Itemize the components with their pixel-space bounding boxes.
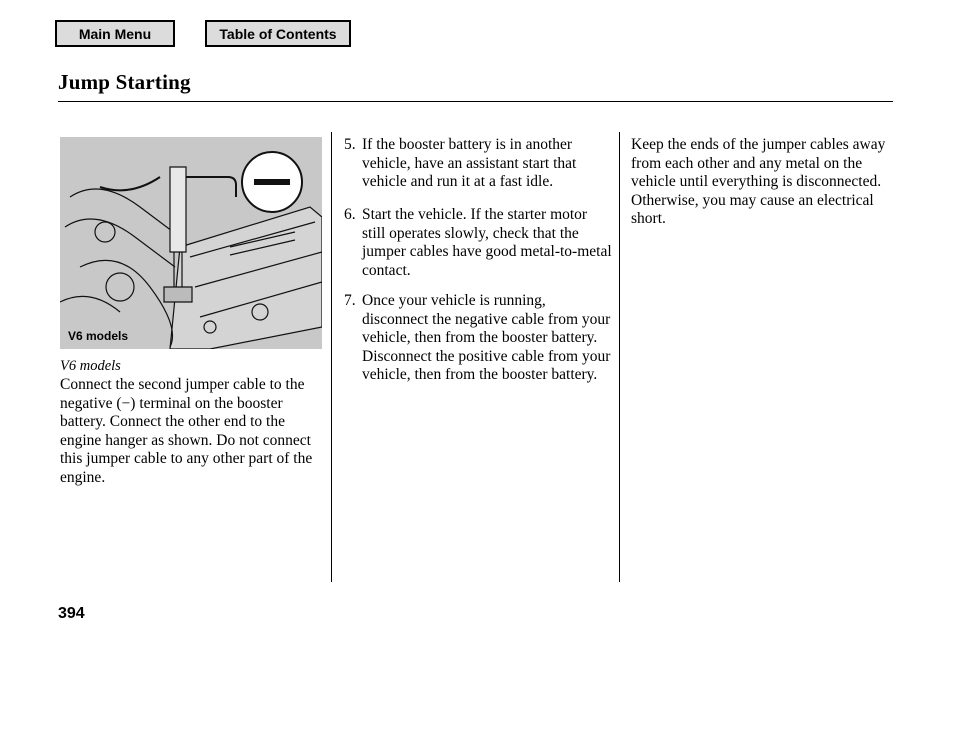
engine-illustration [60,137,322,349]
main-menu-button[interactable]: Main Menu [55,20,175,47]
warning-paragraph: Keep the ends of the jumper cables away from each other and any metal on the vehicle until everything is disconnected. Otherwise, you may cause an electrical short. [631,136,886,227]
page-number: 394 [58,605,85,622]
column-divider [331,132,332,582]
step-number: 5. [344,136,356,153]
figure-caption: V6 models [60,358,121,374]
step-text: Start the vehicle. If the starter motor still operates slowly, check that the jumper cables have good metal-to-metal contact. [362,206,612,279]
instruction-paragraph: Connect the second jumper cable to the negative (−) terminal on the booster battery. Connect the other end to the engine hanger as shown. Do not connect this jumper cable to any other part of the engine. [60,376,313,486]
step-text: If the booster battery is in another vehicle, have an assistant start that vehicle and run it at a fast idle. [362,136,577,190]
step-item [344,292,612,385]
page-title: Jump Starting [58,70,191,94]
step-number: 7. [344,292,356,309]
engine-drawing [60,137,322,349]
step-text: Once your vehicle is running, disconnect the negative cable from your vehicle, then from the booster battery. Disconnect the positive cable from your vehicle, then from the booster battery. [362,292,611,383]
column-divider [619,132,620,582]
title-rule [58,101,893,102]
figure-label: V6 models [68,329,129,343]
step-item [344,206,612,280]
table-of-contents-button[interactable]: Table of Contents [205,20,351,47]
step-item [344,136,612,192]
step-number: 6. [344,206,356,223]
